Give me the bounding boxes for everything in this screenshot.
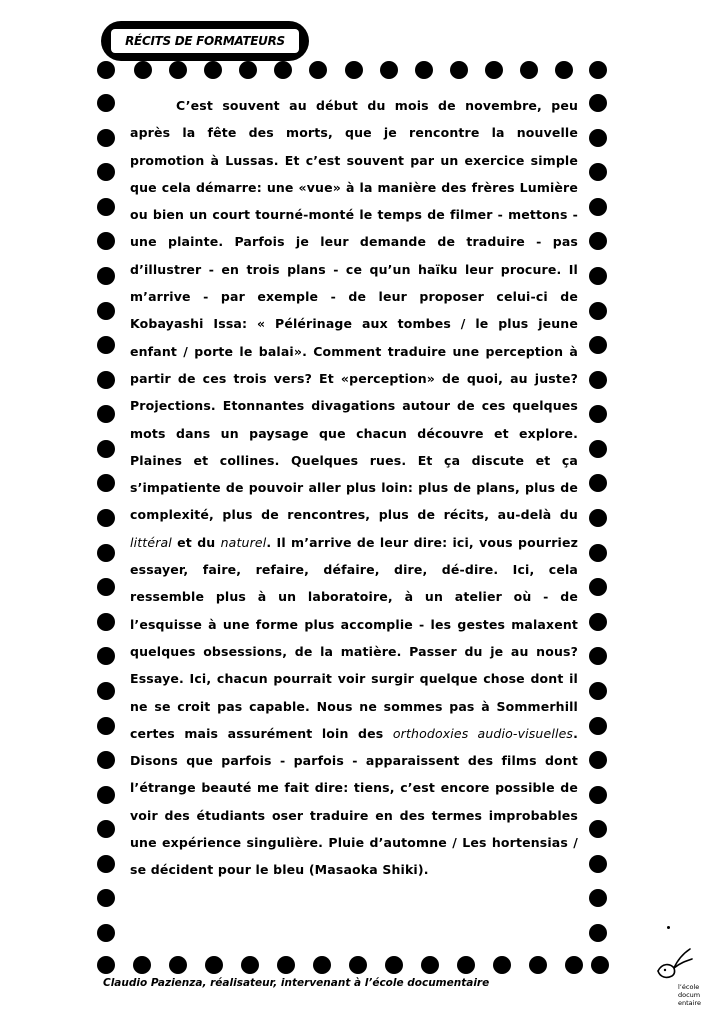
border-dot-bottom [133,956,151,974]
border-dot-bottom [529,956,547,974]
border-dot-right [589,855,607,873]
border-dot-top [589,61,607,79]
border-dot-left [97,405,115,423]
border-dot-bottom [421,956,439,974]
border-dot-right [589,613,607,631]
ecole-documentaire-logo [652,945,712,1015]
border-dot-left [97,855,115,873]
border-dot-right [589,889,607,907]
border-dot-right [589,302,607,320]
border-dot-right [589,544,607,562]
border-dot-left [97,751,115,769]
logo-line: entaire [678,999,701,1007]
border-dot-top [274,61,292,79]
border-dot-left [97,94,115,112]
border-dot-right [589,198,607,216]
border-dot-left [97,232,115,250]
border-dot-top [555,61,573,79]
border-dot-top [309,61,327,79]
border-dot-right [589,647,607,665]
border-dot-top [520,61,538,79]
text-segment: C’est souvent au début du mois de novembre, peu après la fête des morts, que je rencontre la nouvelle promotion à Lussas. Et c’est souvent par un exercice simple que cela démarre: une «vue» à la manière des frères Lumière ou bien un court tourné-monté le temps de filmer - mettons - une plainte. Parfois je leur demande de traduire - pas d’illustrer - en trois plans - ce qu’un haïku leur procure. Il m’arrive - par exemple - de leur proposer celui-ci de Kobayashi Issa: « Pélérinage aux tombes / le plus jeune enfant / porte le balai». Comment traduire une perception à partir de ces trois vers? Et «perception» de quoi, au juste? Projections. Etonnantes divagations autour de ces quelques mots dans un paysage que chacun découvre et explore. Plaines et collines. Quelques rues. Et ça discute et ça s’impatiente de pouvoir aller plus loin: plus de plans, plus de complexité, plus de rencontres, plus de récits, au-delà du [130,98,578,523]
border-dot-left [97,820,115,838]
border-dot-right [589,267,607,285]
border-dot-top [345,61,363,79]
logo-line: docum [678,991,701,999]
border-dot-left [97,578,115,596]
border-dot-top [134,61,152,79]
border-dot-left [97,267,115,285]
border-dot-top [380,61,398,79]
border-dot-left [97,647,115,665]
border-dot-bottom [493,956,511,974]
border-dot-right [589,820,607,838]
border-dot-left [97,509,115,527]
border-dot-top [450,61,468,79]
emphasis-litteral: littéral [130,534,172,550]
border-dot-left [97,129,115,147]
border-dot-left [97,163,115,181]
border-dot-left [97,924,115,942]
border-dot-top [239,61,257,79]
border-dot-bottom [313,956,331,974]
border-dot-left [97,682,115,700]
logo-wordmark [678,983,701,1007]
border-dot-right [589,336,607,354]
border-dot-left [97,371,115,389]
author-credit: Claudio Pazienza, réalisateur, intervenant à l’école documentaire [103,977,490,989]
border-dot-left [97,889,115,907]
text-segment: . Disons que parfois - parfois - apparaissent des films dont l’étrange beauté me fait dire: tiens, c’est encore possible de voir des étudiants oser traduire en des termes improbables une expérience singulière. Pluie d’automne / Les hortensias / se décident pour le bleu (Masaoka Shiki). [130,725,578,878]
border-dot-bottom [591,956,609,974]
border-dot-bottom [169,956,187,974]
border-dot-top [97,61,115,79]
border-dot-bottom [277,956,295,974]
border-dot-right [589,578,607,596]
border-dot-bottom [97,956,115,974]
border-dot-left [97,474,115,492]
border-dot-right [589,751,607,769]
border-dot-right [589,509,607,527]
border-dot-bottom [349,956,367,974]
decorative-dot [667,926,670,929]
text-segment: . Il m’arrive de leur dire: ici, vous pourriez essayer, faire, refaire, défaire, dire, dé-dire. Ici, cela ressemble plus à un laboratoire, à un atelier où - de l’esquisse à une forme plus accomplie - les gestes malaxent quelques obsessions, de la matière. Passer du je au nous? Essaye. Ici, chacun pourrait voir surgir quelque chose dont il ne se croit pas capable. Nous ne sommes pas à Sommerhill certes mais assurément loin des [130,534,579,741]
border-dot-right [589,129,607,147]
border-dot-right [589,94,607,112]
section-title: RÉCITS DE FORMATEURS [111,29,299,53]
border-dot-bottom [385,956,403,974]
border-dot-top [415,61,433,79]
emphasis-naturel: naturel [220,534,267,550]
border-dot-right [589,163,607,181]
border-dot-left [97,302,115,320]
border-dot-right [589,682,607,700]
text-segment: et du [171,534,221,550]
border-dot-top [169,61,187,79]
border-dot-bottom [565,956,583,974]
border-dot-left [97,717,115,735]
border-dot-left [97,786,115,804]
border-dot-top [485,61,503,79]
border-dot-left [97,613,115,631]
border-dot-right [589,440,607,458]
border-dot-right [589,717,607,735]
border-dot-right [589,232,607,250]
border-dot-top [204,61,222,79]
rabbit-icon [652,945,712,985]
header-tab [101,21,309,61]
border-dot-right [589,371,607,389]
border-dot-right [589,405,607,423]
logo-line: l’école [678,983,700,991]
border-dot-bottom [241,956,259,974]
border-dot-right [589,786,607,804]
border-dot-left [97,336,115,354]
emphasis-orthodoxies: orthodoxies audio-visuelles [392,725,574,741]
border-dot-right [589,924,607,942]
border-dot-bottom [457,956,475,974]
article-text [130,92,578,884]
border-dot-left [97,440,115,458]
border-dot-left [97,544,115,562]
border-dot-bottom [205,956,223,974]
border-dot-right [589,474,607,492]
border-dot-left [97,198,115,216]
